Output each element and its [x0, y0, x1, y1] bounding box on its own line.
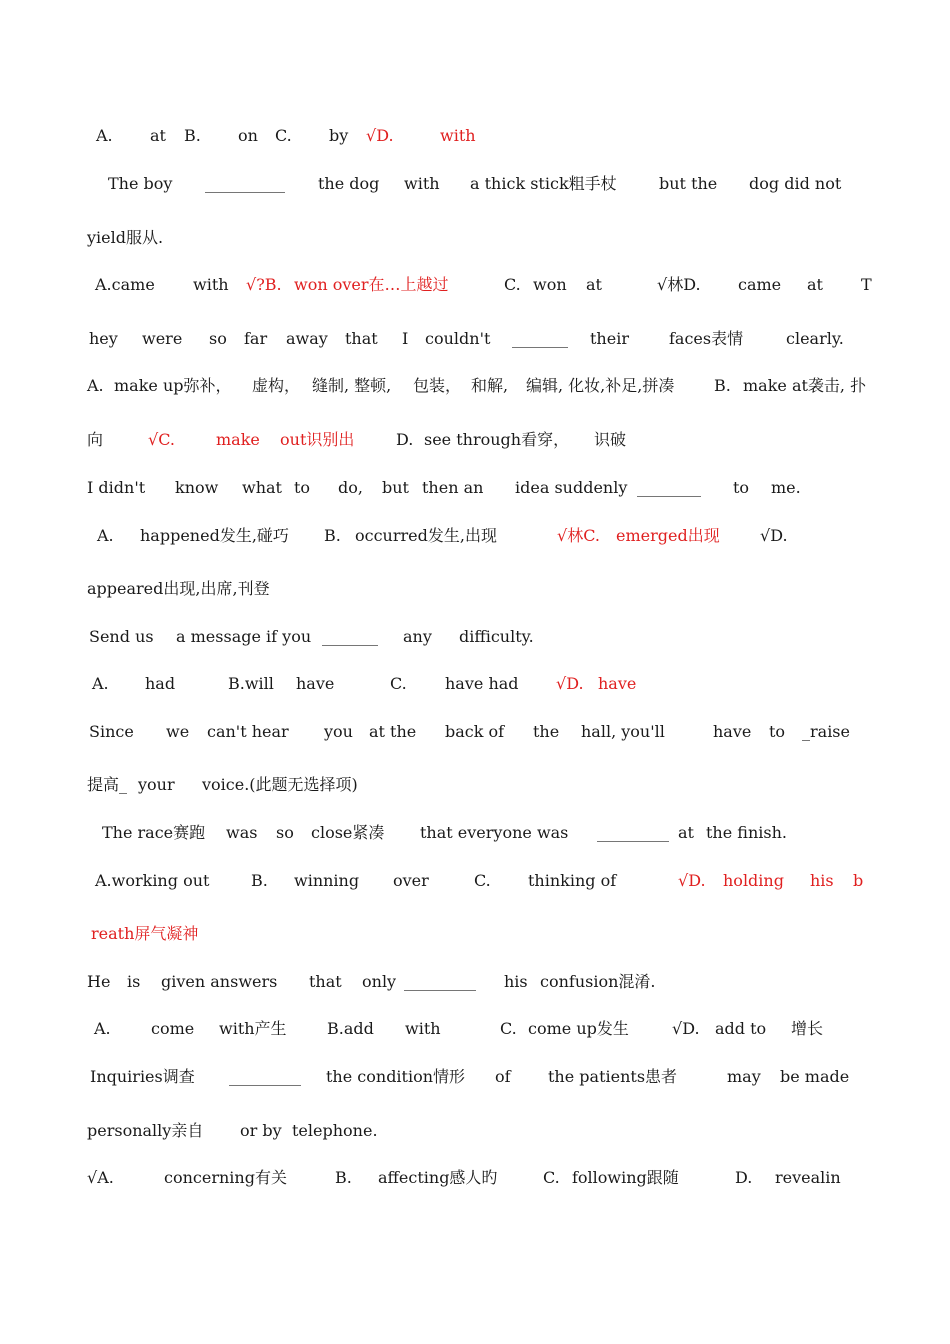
text-line [0, 372, 950, 400]
text-line [0, 623, 950, 651]
body-text: the condition情形 [326, 1067, 466, 1086]
body-text: happened发生,碰巧 [140, 526, 289, 545]
body-text: 包装， [413, 376, 462, 395]
body-text: or by [240, 1121, 282, 1140]
text-line [0, 1063, 950, 1091]
answer-text: holding [723, 871, 784, 890]
body-text: you [324, 722, 353, 741]
body-text: T [861, 275, 872, 294]
body-text: thinking of [528, 871, 617, 890]
body-text: so [209, 329, 227, 348]
body-text: A.working out [95, 871, 210, 890]
body-text: following跟随 [572, 1168, 679, 1187]
body-text: have had [445, 674, 519, 693]
body-text: Send us [89, 627, 154, 646]
body-text: _________ [597, 823, 669, 842]
body-text: B.will [228, 674, 274, 693]
body-text: but the [659, 174, 718, 193]
body-text: a thick stick粗手杖 [470, 174, 617, 193]
body-text: can't hear [207, 722, 289, 741]
answer-text: √D. [556, 674, 584, 693]
body-text: 识破 [594, 430, 627, 449]
answer-text: his [810, 871, 834, 890]
body-text: D. [396, 430, 414, 449]
body-text: 向 [87, 430, 104, 449]
text-line [0, 1015, 950, 1043]
body-text: was [226, 823, 258, 842]
body-text: add to [715, 1019, 767, 1038]
body-text: Since [89, 722, 134, 741]
body-text: be made [780, 1067, 850, 1086]
text-line [0, 522, 950, 550]
body-text: only [362, 972, 397, 991]
body-text: of [495, 1067, 511, 1086]
body-text: _raise [802, 722, 850, 741]
answer-text: √D. [678, 871, 706, 890]
body-text: I [402, 329, 409, 348]
body-text: that [309, 972, 342, 991]
body-text: the patients患者 [548, 1067, 678, 1086]
body-text: B. [184, 126, 201, 145]
body-text: by [329, 126, 349, 145]
body-text: difficulty. [459, 627, 534, 646]
body-text: confusion混淆. [540, 972, 656, 991]
text-line [0, 771, 950, 799]
body-text: hall, you'll [581, 722, 665, 741]
text-line [0, 1164, 950, 1192]
body-text: √林D. [657, 275, 701, 294]
body-text: He [87, 972, 111, 991]
body-text: with [404, 174, 440, 193]
body-text: clearly. [786, 329, 844, 348]
text-line [0, 325, 950, 353]
body-text: couldn't [425, 329, 491, 348]
body-text: 编辑, 化妆,补足,拼凑 [526, 376, 675, 395]
body-text: C. [500, 1019, 517, 1038]
body-text: at [586, 275, 602, 294]
body-text: faces表情 [669, 329, 744, 348]
body-text: to [294, 478, 311, 497]
body-text: given answers [161, 972, 278, 991]
body-text: their [590, 329, 629, 348]
body-text: come up发生 [528, 1019, 629, 1038]
answer-text: √林C. [557, 526, 600, 545]
body-text: to [733, 478, 750, 497]
body-text: revealin [775, 1168, 841, 1187]
body-text: won [533, 275, 567, 294]
body-text: at [678, 823, 694, 842]
body-text: _________ [229, 1067, 301, 1086]
body-text: back of [445, 722, 505, 741]
body-text: A. [97, 526, 114, 545]
body-text: over [393, 871, 429, 890]
text-line [0, 670, 950, 698]
body-text: on [238, 126, 258, 145]
body-text: B. [324, 526, 341, 545]
body-text: 缝制, 整顿, [312, 376, 392, 395]
body-text: occurred发生,出现 [355, 526, 497, 545]
body-text: with [193, 275, 229, 294]
body-text: at [807, 275, 823, 294]
body-text: come [151, 1019, 195, 1038]
body-text: personally亲自 [87, 1121, 204, 1140]
body-text: is [127, 972, 141, 991]
body-text: his [504, 972, 528, 991]
body-text: B. [251, 871, 268, 890]
body-text: that [345, 329, 378, 348]
body-text: have [296, 674, 335, 693]
text-line [0, 271, 950, 299]
answer-text: √C. [148, 430, 175, 449]
body-text: C. [543, 1168, 560, 1187]
body-text: concerning有关 [164, 1168, 287, 1187]
answer-text: out识别出 [280, 430, 355, 449]
body-text: affecting感人旳 [378, 1168, 498, 1187]
text-line [0, 1117, 950, 1145]
body-text: dog did not [749, 174, 842, 193]
body-text: _________ [404, 972, 476, 991]
body-text: close紧凑 [311, 823, 385, 842]
text-line [0, 718, 950, 746]
body-text: to [769, 722, 786, 741]
body-text: a message if you [176, 627, 312, 646]
body-text: so [276, 823, 294, 842]
body-text: any [403, 627, 432, 646]
body-text: __________ [205, 174, 285, 193]
body-text: may [727, 1067, 761, 1086]
body-text: A.came [95, 275, 155, 294]
body-text: came [738, 275, 782, 294]
body-text: I didn't [87, 478, 146, 497]
body-text: we [166, 722, 190, 741]
body-text: _______ [512, 329, 568, 348]
body-text: were [142, 329, 183, 348]
body-text: A. [96, 126, 113, 145]
body-text: The boy [108, 174, 173, 193]
body-text: winning [294, 871, 360, 890]
text-line [0, 474, 950, 502]
body-text: C. [390, 674, 407, 693]
body-text: yield服从. [87, 228, 164, 247]
body-text: the dog [318, 174, 380, 193]
answer-text: make [216, 430, 260, 449]
body-text: with [405, 1019, 441, 1038]
body-text: C. [275, 126, 292, 145]
body-text: ________ [637, 478, 701, 497]
answer-text: emerged出现 [616, 526, 720, 545]
body-text: telephone. [292, 1121, 378, 1140]
body-text: that everyone was [420, 823, 569, 842]
body-text: voice.(此题无选择项) [202, 775, 358, 794]
body-text: A. [92, 674, 109, 693]
body-text: do, [338, 478, 363, 497]
body-text: then an [422, 478, 484, 497]
text-line [0, 575, 950, 603]
text-line [0, 819, 950, 847]
body-text: √D. [760, 526, 788, 545]
body-text: had [145, 674, 176, 693]
text-line [0, 920, 950, 948]
answer-text: √?B. [246, 275, 282, 294]
body-text: The race赛跑 [102, 823, 206, 842]
body-text: the finish. [706, 823, 787, 842]
text-line [0, 426, 950, 454]
body-text: B.add [327, 1019, 374, 1038]
text-line [0, 968, 950, 996]
body-text: the [533, 722, 560, 741]
body-text: √D. [672, 1019, 700, 1038]
answer-text: won over在…上越过 [294, 275, 449, 294]
body-text: D. [735, 1168, 753, 1187]
body-text: C. [474, 871, 491, 890]
body-text: at [150, 126, 166, 145]
body-text: √A. [87, 1168, 114, 1187]
body-text: A. [94, 1019, 111, 1038]
body-text: C. [504, 275, 521, 294]
text-line [0, 170, 950, 198]
body-text: know [175, 478, 219, 497]
text-line [0, 224, 950, 252]
body-text: have [713, 722, 752, 741]
body-text: with产生 [219, 1019, 287, 1038]
body-text: what [242, 478, 282, 497]
body-text: 和解, [471, 376, 509, 395]
body-text: _______ [322, 627, 378, 646]
answer-text: with [440, 126, 476, 145]
body-text: make at袭击, 扑 [743, 376, 867, 395]
answer-text: reath屏气凝神 [91, 924, 199, 943]
text-line [0, 867, 950, 895]
body-text: me. [771, 478, 801, 497]
answer-text: b [853, 871, 864, 890]
body-text: A. [87, 376, 104, 395]
body-text: make up弥补， [114, 376, 232, 395]
body-text: at the [369, 722, 417, 741]
text-line [0, 122, 950, 150]
answer-text: √D. [366, 126, 394, 145]
body-text: but [382, 478, 409, 497]
body-text: hey [89, 329, 118, 348]
body-text: 虚构， [252, 376, 301, 395]
body-text: 增长 [791, 1019, 824, 1038]
body-text: 提高_ [87, 775, 128, 794]
body-text: B. [714, 376, 731, 395]
body-text: idea suddenly [515, 478, 628, 497]
body-text: see through看穿， [424, 430, 570, 449]
body-text: appeared出现,出席,刊登 [87, 579, 270, 598]
body-text: your [138, 775, 175, 794]
answer-text: have [598, 674, 637, 693]
body-text: away [286, 329, 328, 348]
body-text: far [244, 329, 268, 348]
body-text: B. [335, 1168, 352, 1187]
body-text: Inquiries调查 [90, 1067, 195, 1086]
